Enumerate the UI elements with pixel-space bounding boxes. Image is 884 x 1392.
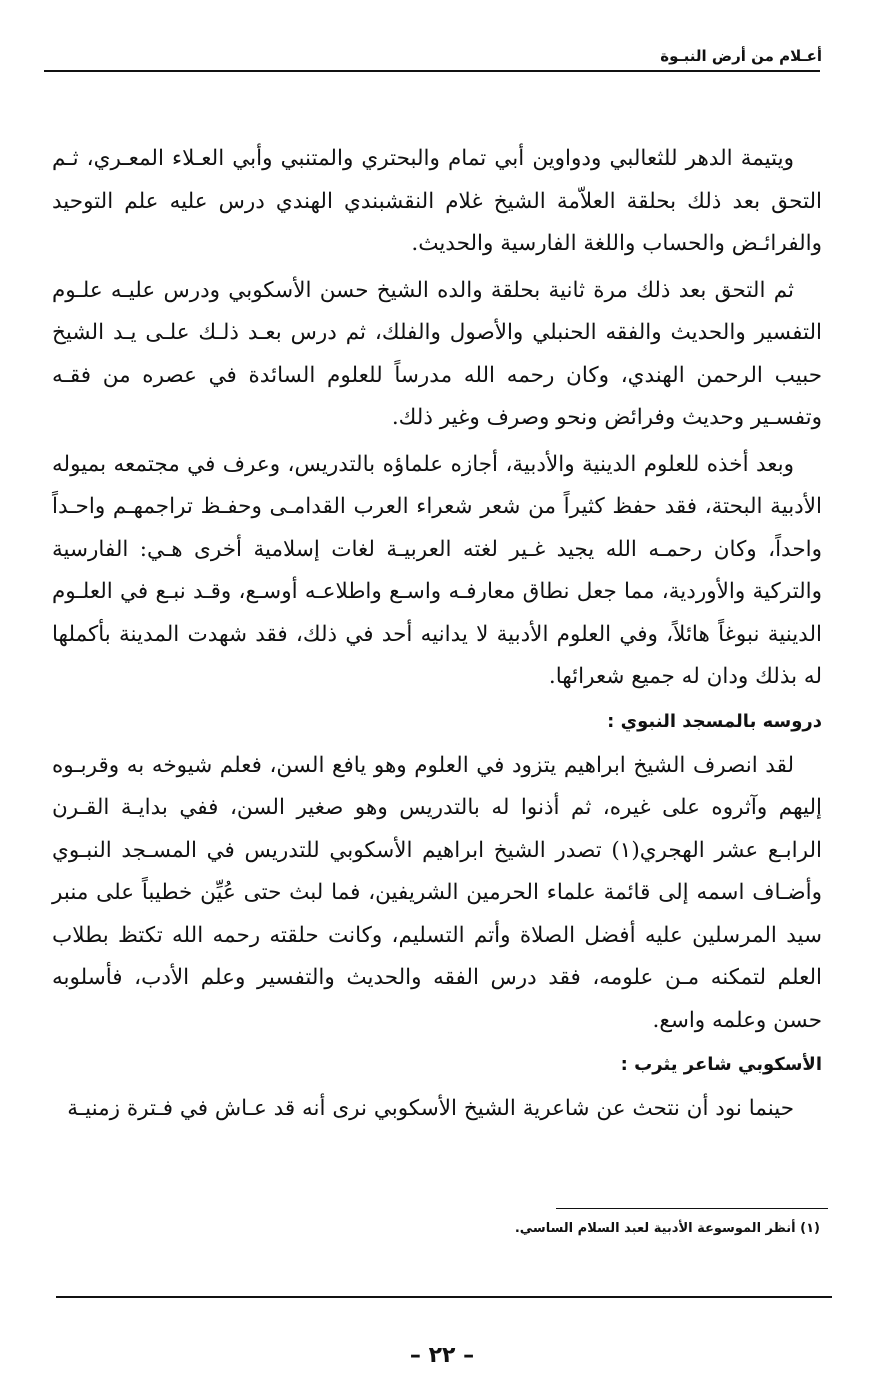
- paragraph-teaching: لقد انصرف الشيخ ابراهيم يتزود في العلوم وهو يافع السن، فعلم شيوخه به وقربـوه إليهم وآثروه على غيره، ثم أذنوا له بالتدريس وهو صغير السن، ففي بدايـة القـرن الرابـع عشر الهجري(١) تصدر الشيخ ابراهيم الأسكوبي للتدريس في المسـجد النبـوي وأضـاف اسمه إلى قائمة علماء الحرمين الشريفين، فما لبث حتى عُيِّن خطيباً على منبر سيد المرسلين عليه أفضل الصلاة وأتم التسليم، وكانت حلقته رحمه الله تكتظ بطلاب العلم لتمكنه مـن علومه، فقد درس الفقه والحديث والتفسير وعلم الأدب، فأسلوبه حسن وعلمه واسع.: [52, 752, 822, 1033]
- main-text-block: [52, 138, 822, 1131]
- footnote: (١) أنظر الموسوعة الأدبية لعبد السلام الساسي.: [514, 1221, 820, 1236]
- header-rule: [44, 70, 820, 72]
- footer-rule: [56, 1296, 832, 1298]
- page-number: – ٢٢ –: [409, 1343, 475, 1368]
- section-heading-teaching: دروسه بالمسجد النبوي :: [607, 710, 822, 732]
- paragraph-1: ويتيمة الدهر للثعالبي ودواوين أبي تمام والبحتري والمتنبي وأبي العـلاء المعـري، ثـم التحق بعد ذلك بحلقة العلاّمة الشيخ غلام النقشبندي الهندي درس عليه علم التوحيد والفرائـض والحساب واللغة الفارسية والحديث.: [52, 146, 822, 256]
- footnote-rule: [556, 1208, 828, 1209]
- section-heading-poet: الأسكوبي شاعر يثرب :: [620, 1054, 822, 1075]
- paragraph-2: ثم التحق بعد ذلك مرة ثانية بحلقة والده الشيخ حسن الأسكوبي ودرس عليـه علـوم التفسير والحديث والفقه الحنبلي والأصول والفلك، ثم درس بعـد ذلـك علـى يـد الشيخ حبيب الرحمن الهندي، وكان رحمه الله مدرساً للعلوم السائدة في عصره من فقـه وتفسـير وحديث وفرائض ونحو وصرف وغير ذلك.: [52, 277, 822, 430]
- running-head-title: أعـلام من أرض النبـوة: [660, 47, 822, 65]
- paragraph-3: وبعد أخذه للعلوم الدينية والأدبية، أجازه علماؤه بالتدريس، وعرف في مجتمعه بميوله الأدبية البحتة، فقد حفظ كثيراً من شعر شعراء العرب القدامـى وحفـظ تراجمهـم واحـداً واحداً، وكان رحمـه الله يجيد غـير لغته العربيـة لغات إسلامية أخرى هـي: الفارسية والتركية والأوردية، مما جعل نطاق معارفـه واسـع واطلاعـه أوسـع، وقـد نبـع في العلـوم الدينية نبوغاً هائلاً، وفي العلوم الأدبية لا يدانيه أحد في ذلك، فقد شهدت المدينة بأكملها له بذلك ودان له جميع شعرائها.: [52, 451, 822, 689]
- paragraph-poet: حينما نود أن نتحث عن شاعرية الشيخ الأسكوبي نرى أنه قد عـاش في فـترة زمنيـة: [67, 1096, 794, 1121]
